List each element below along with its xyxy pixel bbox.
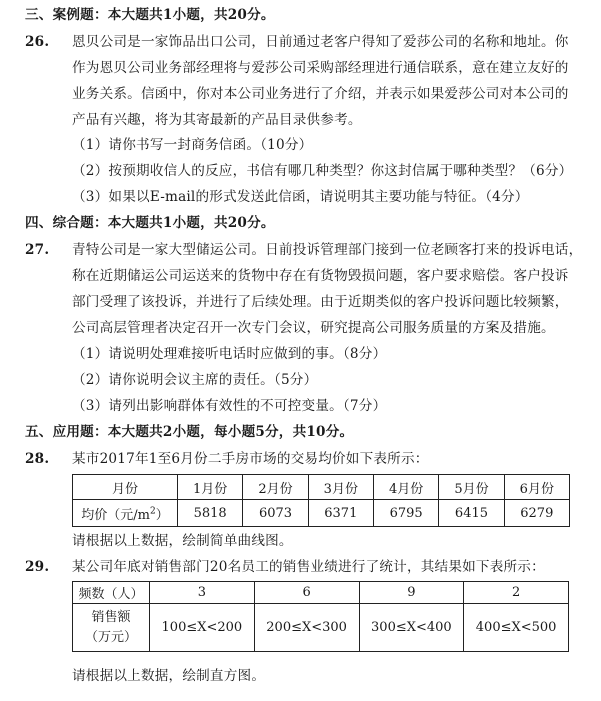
sales-table-range: 200≤X<300 (254, 604, 359, 652)
question-26-sub-2: （2）按预期收信人的反应，书信有哪几种类型？你这封信属于哪种类型？（6分） (72, 163, 573, 179)
price-table-month: 6月份 (504, 475, 569, 500)
sales-table-freq: 6 (254, 582, 359, 604)
section-3-title: 三、案例题：本大题共1小题，共20分。 (25, 7, 275, 23)
sales-label-line-1: 销售额 (91, 609, 131, 625)
price-table-header-label: 月份 (73, 475, 178, 500)
question-26-line-1: 恩贝公司是一家饰品出口公司，日前通过老客户得知了爱莎公司的名称和地址。你 (72, 34, 569, 50)
question-27-line-4: 公司高层管理者决定召开一次专门会议，研究提高公司服务质量的方案及措施。 (72, 320, 555, 336)
price-table-row-label (73, 500, 178, 527)
price-table-month: 3月份 (308, 475, 373, 500)
sales-table-range: 400≤X<500 (464, 604, 569, 652)
sales-table-range: 100≤X<200 (150, 604, 255, 652)
price-unit-label: 均价（元/m (81, 507, 150, 523)
question-26-sub-3: （3）如果以E-mail的形式发送此信函，请说明其主要功能与特征。（4分） (72, 189, 529, 205)
question-26-sub-1: （1）请你书写一封商务信函。（10分） (72, 137, 313, 153)
question-27-number: 27. (25, 242, 50, 258)
question-26-line-3: 业务关系。信函中，你对本公司业务进行了介绍，并表示如果爱莎公司对本公司的 (72, 86, 569, 102)
sales-table-range-label (73, 604, 150, 652)
sales-table-range-row (73, 604, 569, 652)
question-27-line-1: 青特公司是一家大型储运公司。日前投诉管理部门接到一位老顾客打来的投诉电话， (72, 242, 583, 258)
question-28-intro: 某市2017年1至6月份二手房市场的交易均价如下表所示： (72, 451, 429, 467)
price-table-value: 5818 (178, 500, 243, 527)
price-table-month: 2月份 (243, 475, 308, 500)
price-unit-close: ） (155, 507, 169, 523)
sales-table (72, 581, 569, 652)
price-table-value: 6795 (373, 500, 438, 527)
price-table-value: 6279 (504, 500, 569, 527)
question-29-instruction: 请根据以上数据，绘制直方图。 (72, 668, 266, 684)
price-table-value: 6073 (243, 500, 308, 527)
question-29-intro: 某公司年底对销售部门20名员工的销售业绩进行了统计，其结果如下表所示： (72, 559, 545, 575)
question-27-sub-1: （1）请说明处理难接听电话时应做到的事。（8分） (72, 346, 387, 362)
question-28-instruction: 请根据以上数据，绘制简单曲线图。 (72, 533, 293, 549)
price-table-value: 6371 (308, 500, 373, 527)
sales-table-freq: 9 (359, 582, 464, 604)
sales-table-freq-row (73, 582, 569, 604)
section-4-title: 四、综合题：本大题共1小题，共20分。 (25, 215, 275, 231)
question-26-number: 26. (25, 34, 50, 50)
sales-table-freq-label: 频数（人） (73, 582, 150, 604)
price-table-value: 6415 (439, 500, 504, 527)
sales-table-range: 300≤X<400 (359, 604, 464, 652)
price-table-header-row (73, 475, 570, 500)
question-27-line-3: 部门受理了该投诉，并进行了后续处理。由于近期类似的客户投诉问题比较频繁， (72, 294, 569, 310)
sales-label-line-2: （万元） (84, 629, 137, 645)
price-unit-sup: 2 (149, 506, 156, 517)
question-29-number: 29. (25, 559, 50, 575)
price-table-value-row (73, 500, 570, 527)
question-27-line-2: 称在近期储运公司运送来的货物中存在有货物毁损问题，客户要求赔偿。客户投诉 (72, 268, 569, 284)
sales-table-freq: 2 (464, 582, 569, 604)
sales-table-freq: 3 (150, 582, 255, 604)
price-table-month: 4月份 (373, 475, 438, 500)
section-5-title: 五、应用题：本大题共2小题，每小题5分，共10分。 (25, 424, 354, 440)
question-26-line-4: 产品有兴趣，将为其寄最新的产品目录供参考。 (72, 112, 362, 128)
question-27-sub-3: （3）请列出影响群体有效性的不可控变量。（7分） (72, 398, 387, 414)
price-table (72, 474, 570, 527)
price-table-month: 1月份 (178, 475, 243, 500)
question-26-line-2: 作为恩贝公司业务部经理将与爱莎公司采购部经理进行通信联系，意在建立友好的 (72, 60, 569, 76)
question-27-sub-2: （2）请你说明会议主席的责任。（5分） (72, 372, 318, 388)
question-28-number: 28. (25, 451, 50, 467)
price-table-month: 5月份 (439, 475, 504, 500)
